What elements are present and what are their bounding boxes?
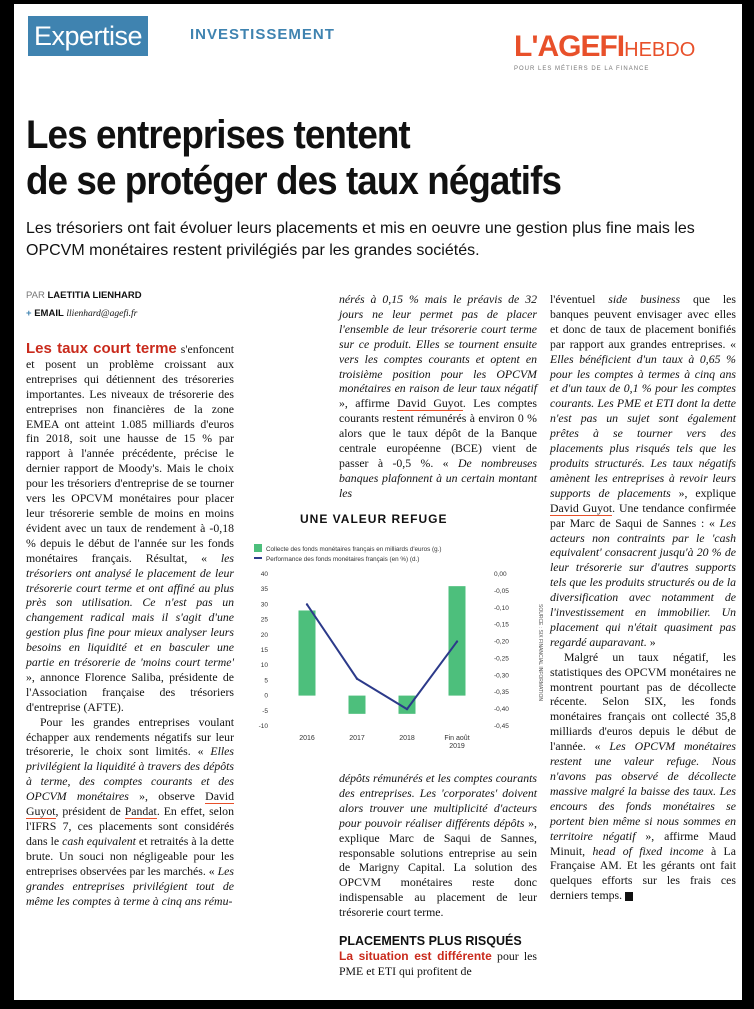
paragraph: nérés à 0,15 % mais le préavis de 32 jours ne leur permet pas de placer l'ensemble de leur trésorerie court terme sur ce produit. Elles se tournent ensuite vers les comptes courants et optent en troisième position pour les OPCVM monétaires en raison de leur taux négatif », affirme David Guyot. Les comptes courants restent rémunérés à environ 0 % alors que le taux dépôt de la Banque centrale européenne (BCE) vient de passer à -0,5 %. « De nombreuses banques plafonnent à un certain montant les	[339, 292, 538, 500]
paragraph: Malgré un taux négatif, les statistiques des OPCVM monétaires ne montrent pourtant pas de décollecte récente. Selon SIX, les fonds monétaires français ont collecté 35,8 milliards d'euros depuis le début de l'année. « Les OPCVM monétaires restent une valeur refuge. Nous n'avons pas observé de décollecte massive malgré la baisse des taux. Les encours des fonds monétaires se portent bien même si nous sommes en territoire négatif », affirme Maud Minuit, head of fixed income à La Française AM. Et les gérants ont fait quelques efforts sur les frais ces derniers temps.	[550, 649, 736, 903]
y-right-tick-label: -0,05	[494, 587, 509, 595]
performance-point	[356, 678, 358, 680]
rubric-label: Expertise	[28, 16, 148, 56]
section-label: INVESTISSEMENT	[190, 26, 335, 43]
subhead: PLACEMENTS PLUS RISQUÉS	[339, 934, 522, 949]
paragraph: dépôts rémunérés et les comptes courants des entreprises. Les 'corporates' doivent alors trouver une multiplicité d'acteurs pour pouvoir réaliser différents dépôts », explique Marc de Saqui de Sannes, responsable solutions entreprise au sein de Marigny Capital. La solution des OPCVM monétaires reste donc indispensable au placement de leur trésorerie court terme.	[339, 771, 538, 920]
article-lead: Les trésoriers ont fait évoluer leurs placements et mis en oeuvre une gestion plus fine mais les OPCVM monétaires restent privilégiés par les grandes sociétés.	[26, 220, 695, 259]
article-page	[14, 4, 742, 1000]
logo-wordmark: L'AGEFIHEBDO	[514, 30, 696, 63]
chart	[238, 534, 550, 758]
performance-point	[306, 603, 308, 605]
x-tick-label: 2018	[399, 735, 415, 742]
y-right-tick-label: 0,00	[494, 571, 507, 578]
y-left-tick-label: 0	[264, 692, 268, 700]
x-tick-label: 2019	[449, 743, 465, 750]
paragraph: La situation est différente pour les PME et ETI qui profitent de	[339, 948, 537, 978]
performance-line	[307, 604, 457, 709]
kicker: La situation est différente	[339, 948, 492, 963]
performance-point	[456, 640, 458, 642]
article-column-3	[550, 292, 736, 903]
agefi-logo	[506, 26, 730, 84]
x-tick-label: Fin août	[444, 735, 470, 742]
y-right-tick-label: -0,45	[494, 723, 509, 730]
kicker: Les taux court terme	[26, 340, 177, 357]
chart-title: UNE VALEUR REFUGE	[300, 512, 448, 526]
article-title: Les entreprises tentent de se protéger des taux négatifs	[26, 113, 561, 203]
bar-2017	[349, 696, 366, 714]
y-left-tick-label: 25	[260, 616, 268, 624]
legend-bar-swatch	[254, 544, 262, 552]
x-tick-label: 2016	[299, 735, 315, 742]
bar-2016	[299, 610, 316, 695]
x-tick-label: 2017	[349, 735, 365, 742]
y-left-tick-label: 40	[260, 571, 268, 578]
paragraph: l'éventuel side business que les banques peuvent envisager avec elles et donc de taux de placement bonifiés par rapport aux grandes entreprises. « Elles bénéficient d'un taux à 0,65 % pour les comptes à termes à cinq ans et d'un taux de 0,1 % pour les comptes courants. Les PME et ETI dont la dette n'est pas un sujet sont également prêtes à se tourner vers des placements plus risqués tels que les produits structurés. Les taux négatifs amènent les entreprises à revoir leurs supports de placements », explique David Guyot. Une tendance confirmée par Marc de Saqui de Sannes : « Les acteurs non contraints par le 'cash equivalent' consacrent jusqu'à 20 % de leur trésorerie sur d'autres supports tels que les produits structurés ou de la diversification avec notamment de l'investissement en immobilier. Un placement qui n'était quasiment pas regardé auparavant. »	[550, 292, 737, 649]
legend-bar-label: Collecte des fonds monétaires français en milliards d'euros (g.)	[266, 546, 442, 553]
author-email[interactable]: + EMAIL llienhard@agefi.fr	[26, 308, 138, 319]
y-right-tick-label: -0,30	[494, 672, 509, 680]
performance-point	[406, 708, 408, 710]
logo-tagline: POUR LES MÉTIERS DE LA FINANCE	[514, 66, 650, 72]
chart-source: SOURCE : SIX FINANCIAL INFORMATION	[537, 604, 543, 701]
y-left-tick-label: 35	[260, 586, 268, 594]
paragraph: Les taux court terme s'enfoncent et posent un problème croissant aux entreprises qui détiennent des trésoreries importantes. Les niveaux de trésorerie des entreprises non financières de la zone EMEA ont atteint 1.085 milliards d'euros fin 2018, soit une hausse de 15 % par rapport à l'année précédente, précise le dernier rapport de Moody's. Mais le choix pour les trésoriers d'entreprise de se tourner vers les OPCVM monétaires pour placer leur trésorerie semble de moins en moins évident avec un taux de rendement à -0,18 % depuis le début de l'année sur les fonds monétaires français. Résultat, « les trésoriers ont analysé le placement de leur trésorerie court terme et ont affiné au plus près son utilisation. Ce n'est pas un changement radical mais il s'agit d'une gestion plus fine pour mieux analyser leurs besoins en liquidité et en basculer une partie en trésorerie de 'moins court terme' », annonce Florence Saliba, présidente de l'Association française des trésoriers d'entreprise (AFTE).	[26, 340, 234, 714]
y-left-tick-label: -5	[262, 707, 268, 715]
legend-line-label: Performance des fonds monétaires français (en %) (d.)	[266, 556, 420, 563]
end-of-article-icon	[625, 892, 633, 901]
article-column-1	[26, 342, 234, 908]
y-right-tick-label: -0,25	[494, 655, 509, 663]
article-column-2-top	[339, 292, 537, 501]
y-left-tick-label: 20	[260, 631, 268, 639]
y-left-tick-label: -10	[258, 723, 268, 730]
y-right-tick-label: -0,15	[494, 621, 509, 629]
paragraph: Pour les grandes entreprises voulant échapper aux rendements négatifs sur leur trésorerie, le choix sont limités. « Elles privilégient la liquidité à travers des dépôts à terme, des comptes courants et des OPCVM monétaires », observe David Guyot, président de Pandat. En effet, selon l'IFRS 7, ces placements sont considérés dans le cash equivalent et retraités à la dette brute. Un souci non négligeable pour les entreprises observées par les marchés. « Les grandes entreprises privilégient tout de même les comptes à terme à cinq ans rému-	[26, 714, 235, 908]
article-column-2-bottom	[339, 771, 537, 979]
y-right-tick-label: -0,20	[494, 638, 509, 646]
y-left-tick-label: 5	[264, 677, 268, 685]
y-left-tick-label: 15	[260, 647, 268, 654]
y-left-tick-label: 30	[260, 601, 268, 609]
y-left-tick-label: 10	[260, 662, 268, 670]
y-right-tick-label: -0,10	[494, 604, 509, 612]
y-right-tick-label: -0,35	[494, 689, 509, 697]
y-right-tick-label: -0,40	[494, 706, 509, 714]
byline: PAR LAETITIA LIENHARD	[26, 290, 142, 301]
